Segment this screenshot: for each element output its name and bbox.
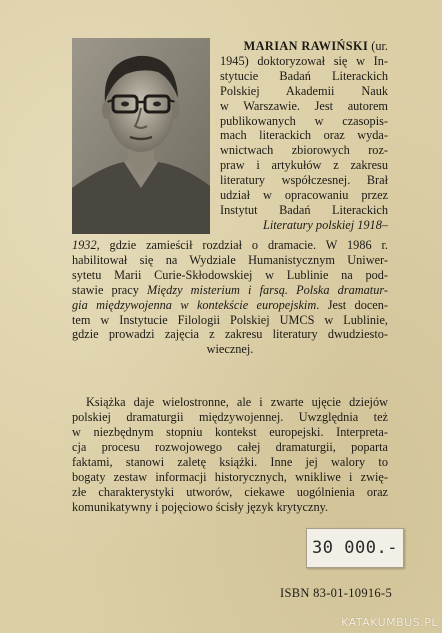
description-line: komunikatywny i pojęciowo ścisły język krytyczny. bbox=[72, 500, 329, 514]
bio-line: habilitował się na Wydziale Humanistycznym Uniwer- bbox=[72, 252, 388, 267]
description-line: bogaty zestaw informacji historycznych, wnikliwe i zwię- bbox=[72, 470, 388, 484]
bio-line: udział w opracowaniu przez bbox=[220, 188, 388, 203]
author-bio-side-column bbox=[220, 39, 388, 233]
description-line: złe charakterystyki utworów, ciekawe uogólnienia oraz bbox=[72, 485, 388, 499]
description-line: cja procesu rozwojowego całej dramaturgii, poparta bbox=[72, 440, 388, 454]
bio-line: gia międzywojenna w kontekście europejskim. Jest docen- bbox=[72, 297, 389, 312]
bio-line: gdzie prowadzi zajęcia z zakresu literatury dwudziesto- bbox=[72, 327, 388, 342]
isbn-number: ISBN 83-01-10916-5 bbox=[280, 586, 392, 600]
bio-line: wiecznej. bbox=[206, 342, 254, 357]
description-line: Książka daje wielostronne, ale i zwarte ujęcie dziejów bbox=[86, 395, 388, 409]
bio-line: publikowanych w czasopis- bbox=[220, 113, 388, 128]
author-bio-continued bbox=[72, 238, 388, 357]
description-line: faktami, stanowi zaletę książki. Inne jej walory to bbox=[72, 455, 388, 469]
description-line: w niezbędnym stopniu kontekst europejski. Interpreta- bbox=[72, 425, 388, 439]
bio-line: stytucie Badań Literackich bbox=[220, 68, 388, 83]
bio-line: 1945) doktoryzował się w In- bbox=[220, 53, 388, 68]
author-portrait bbox=[72, 38, 210, 234]
bio-line: stawie pracy Między misterium i farsą. Polska dramatur- bbox=[72, 282, 388, 297]
bio-line: mach literackich oraz wyda- bbox=[220, 128, 388, 143]
bio-line: Literatury polskiej 1918– bbox=[262, 217, 388, 232]
price-sticker: 30 000.- bbox=[306, 528, 404, 568]
bio-line: Instytut Badań Literackich bbox=[220, 202, 388, 217]
bio-line: wnictwach zbiorowych roz- bbox=[220, 143, 388, 158]
bio-line: sytetu Marii Curie-Skłodowskiej w Lublinie na pod- bbox=[72, 267, 388, 282]
book-title-italic: Między misterium i farsą. Polska dramatur- bbox=[147, 282, 388, 297]
description-line: polskiej dramaturgii międzywojennej. Uwzględnia też bbox=[72, 410, 388, 424]
bio-line: literatury współczesnej. Brał bbox=[220, 173, 388, 188]
bio-line: tem w Instytucie Filologii Polskiej UMCS w Lublinie, bbox=[72, 312, 388, 327]
bio-line: 1932, gdzie zamieścił rozdział o dramacie. W 1986 r. bbox=[72, 238, 388, 252]
book-description bbox=[72, 395, 388, 515]
author-name: MARIAN RAWIŃSKI bbox=[243, 39, 369, 53]
watermark: KATAKUMBUS.PL bbox=[341, 616, 438, 629]
bio-line: MARIAN RAWIŃSKI (ur. bbox=[243, 39, 388, 53]
book-title-italic: 1932 bbox=[72, 238, 97, 252]
bio-line: Polskiej Akademii Nauk bbox=[220, 83, 388, 98]
book-title-italic: gia międzywojenna w kontekście europejskim bbox=[72, 297, 317, 312]
bio-line: w Warszawie. Jest autorem bbox=[220, 98, 388, 113]
bio-line: praw i artykułów z zakresu bbox=[220, 158, 388, 173]
